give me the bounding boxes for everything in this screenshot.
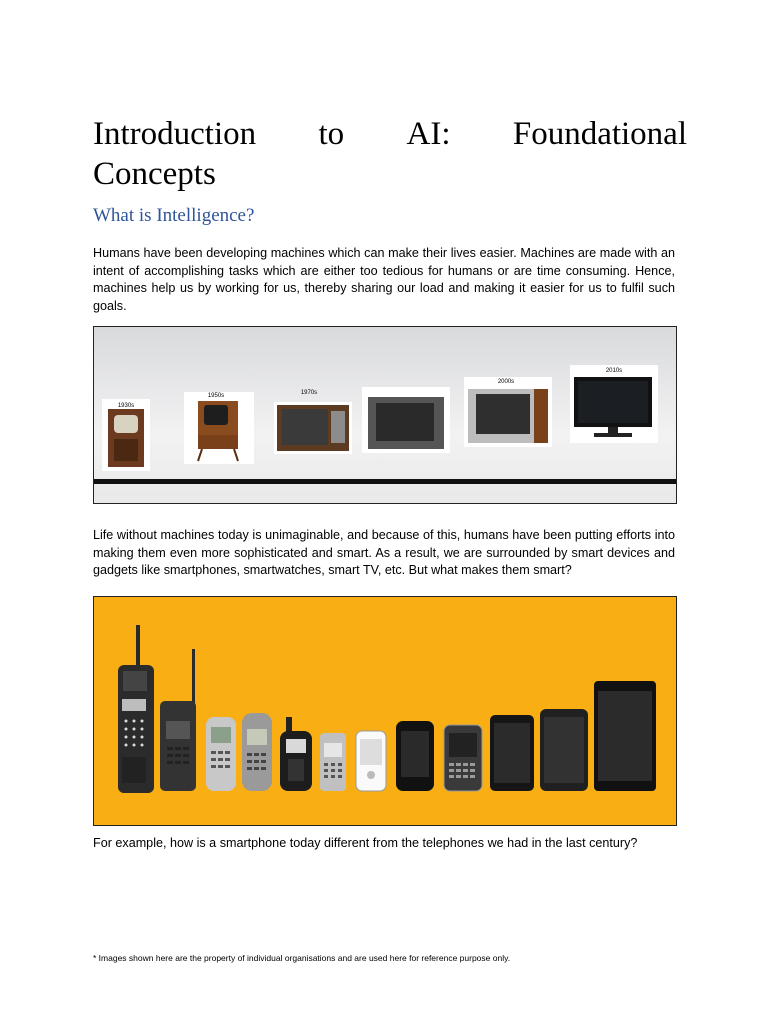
modern-phablet: [594, 681, 656, 791]
modern-smartphone-2: [540, 709, 588, 791]
tv-decade-label: 1970s: [300, 390, 318, 396]
tv-decade-label: 2010s: [605, 368, 623, 374]
section-heading: What is Intelligence?: [93, 205, 255, 226]
feature-phone-silver: [206, 717, 236, 791]
title-line-2: Concepts: [93, 156, 216, 192]
title-word: Foundational: [512, 116, 687, 152]
title-word: to: [318, 116, 345, 152]
tv-2010s: [570, 365, 658, 443]
footnote: * Images shown here are the property of individual organisations and are used here for reference purpose only.: [93, 953, 511, 963]
tv-decade-label: 1950s: [207, 393, 225, 399]
tv-decade-label: 2000s: [497, 379, 515, 385]
paragraph-intro: Humans have been developing machines which can make their lives easier. Machines are made with an intent of accomplishing tasks which are either too tedious for humans or are time consuming. Hence, machines help us by working for us, thereby sharing our load and making it easier for us to fulfil such goals.: [93, 246, 675, 313]
tv-1990s: [362, 387, 450, 453]
title-word: Introduction: [93, 116, 257, 152]
title-word: AI:: [406, 116, 451, 152]
page-title: [93, 114, 687, 194]
qwerty-smartphone: [444, 725, 482, 791]
tv-1950s: [184, 392, 254, 464]
feature-phone-grey: [242, 713, 272, 791]
white-phone: [356, 731, 386, 791]
modern-smartphone-1: [490, 715, 534, 791]
tv-decade-label: 1930s: [117, 403, 135, 409]
candybar-phone: [320, 733, 346, 791]
tv-2000s: [464, 377, 552, 447]
phone-evolution-image: [93, 596, 677, 826]
timeline-bar: [94, 479, 677, 484]
tv-1930s: [102, 399, 150, 471]
paragraph-example: For example, how is a smartphone today different from the telephones we had in the last century?: [93, 836, 638, 850]
early-smartphone: [396, 721, 434, 791]
tv-evolution-image: [93, 326, 677, 504]
paragraph-smart-devices: Life without machines today is unimaginable, and because of this, humans have been putting efforts into making them even more sophisticated and smart. As a result, we are surrounded by smart devices and gadgets like smartphones, smartwatches, smart TV, etc. But what makes them smart?: [93, 528, 675, 578]
